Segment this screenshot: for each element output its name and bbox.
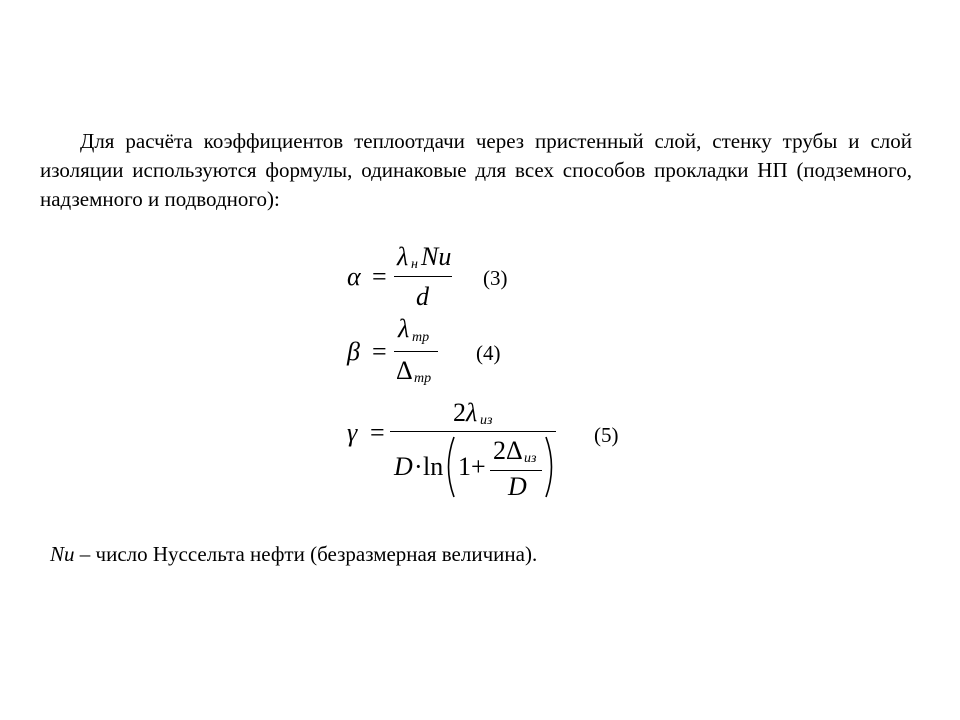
formula-4-lhs: β [347,337,360,366]
formula-5-denominator-one-plus: 1+ [458,452,486,481]
formula-3-numerator-nu: Nu [421,242,452,271]
nu-definition-text: – число Нуссельта нефти (безразмерная величина). [74,542,538,566]
formula-4-denominator-delta: Δ [396,356,413,385]
formula-3-numerator-lambda: λ [397,242,409,271]
formula-5-inner-numerator-two: 2 [493,436,506,465]
formula-5-right-paren [544,436,558,498]
formula-5-number: (5) [594,423,619,447]
formula-4-number: (4) [476,341,501,365]
formula-4-fraction-bar [394,351,438,352]
formula-5-inner-numerator-subscript: из [524,451,537,466]
nu-definition [50,540,537,569]
formula-3-fraction-bar [394,276,452,277]
intro-paragraph: Для расчёта коэффициентов теплоотдачи через пристенный слой, стенку трубы и слой изоляции используются формулы, одинаковые для всех способов прокладки НП (подземного, надземного и подводного): [40,129,912,211]
formula-3-denominator: d [416,282,429,311]
formula-3-number: (3) [483,266,508,290]
formula-3-lhs: α [347,262,361,291]
formula-5-lhs: γ [347,418,358,447]
formula-5-inner-denominator: D [508,472,527,501]
formula-5-inner-numerator-delta: Δ [506,436,523,465]
formula-4-equals: = [372,337,387,366]
formula-5-denominator-ln: ln [423,452,444,481]
formula-3-numerator-subscript: н [411,257,418,272]
formula-3-equals: = [372,262,387,291]
formula-5-equals: = [370,418,385,447]
formula-5-denominator-D: D [394,452,413,481]
formula-4-numerator-subscript: тр [412,330,430,345]
formula-4-numerator-lambda: λ [398,314,410,343]
formula-5-left-paren [442,436,456,498]
formula-5-numerator-subscript: из [480,413,493,428]
formula-5-fraction-bar [390,431,556,432]
formula-5-numerator-lambda: λ [466,398,478,427]
nu-symbol: Nu [50,542,75,566]
formula-4-denominator-subscript: тр [414,371,432,386]
formula-5-numerator-two: 2 [453,398,466,427]
formula-5-denominator-dot: · [414,452,423,481]
